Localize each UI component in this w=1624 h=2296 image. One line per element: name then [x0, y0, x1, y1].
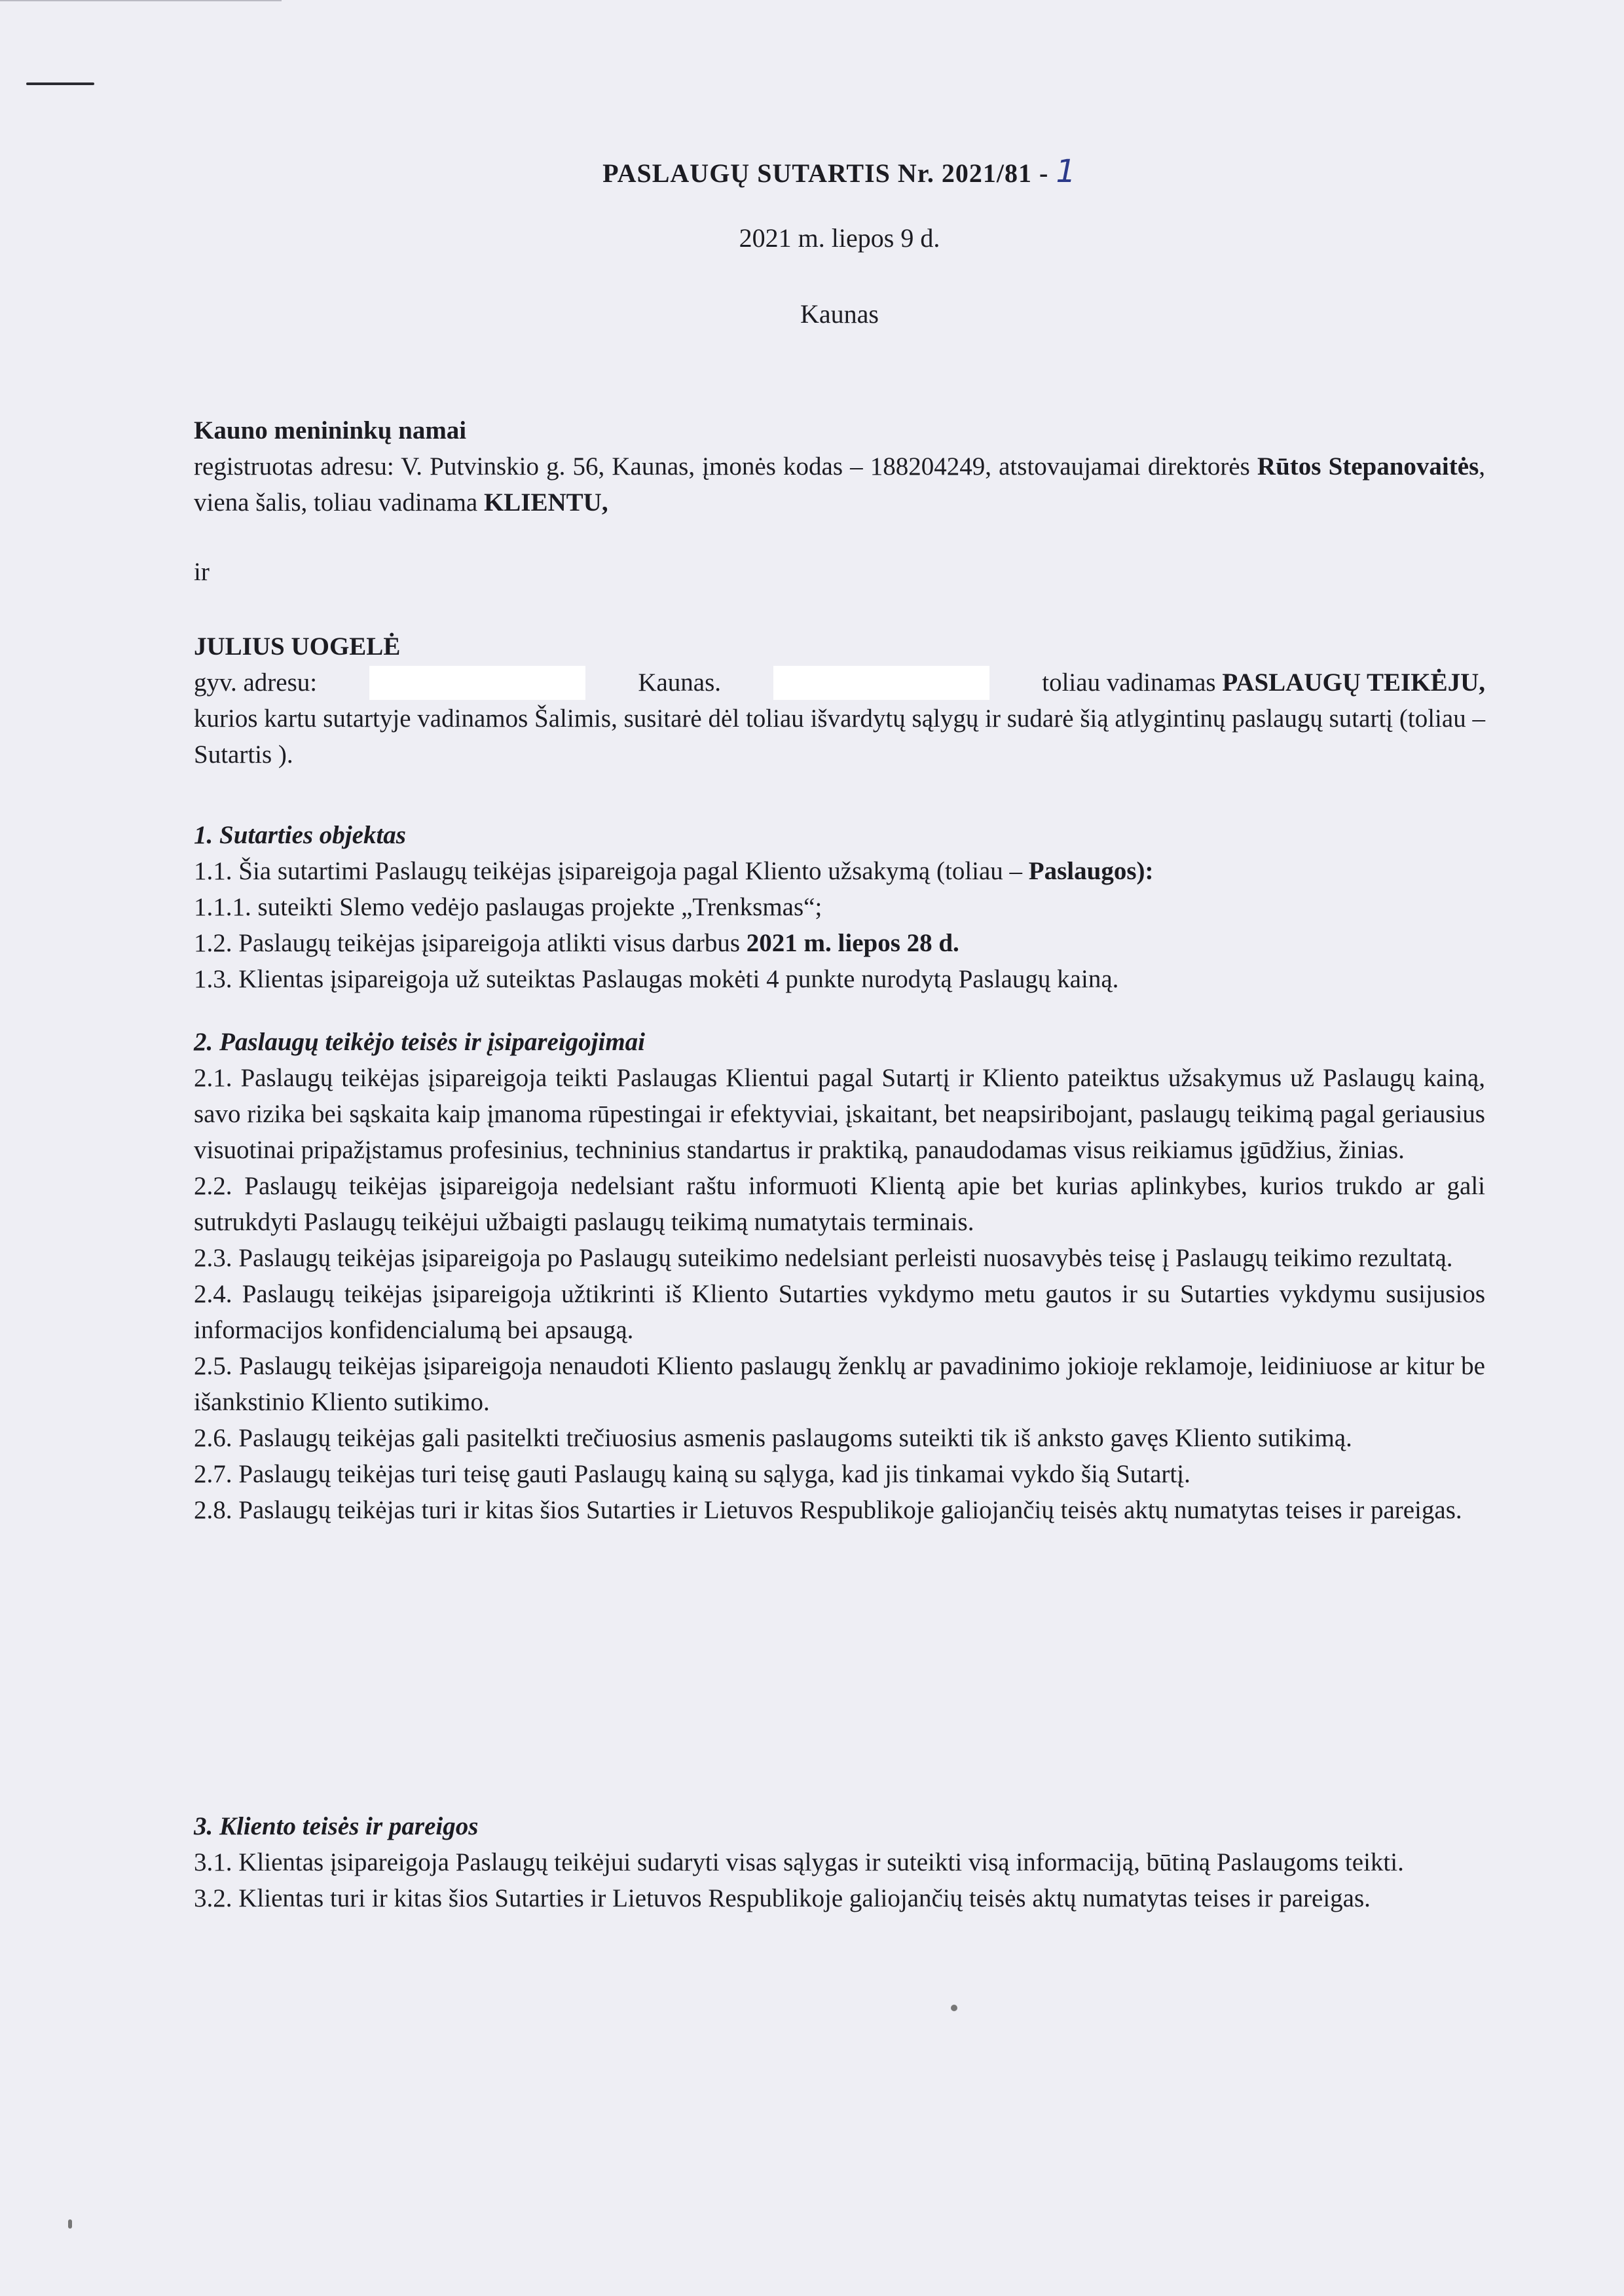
provider-agreement-text: kurios kartu sutartyje vadinamos Šalimis, susitarė dėl toliau išvardytų sąlygų ir sudarė šią atlygintinų paslaugų sutartį (toliau – Sutartis ). — [194, 704, 1485, 769]
clause-3-2: 3.2. Klientas turi ir kitas šios Sutarties ir Lietuvos Respublikoje galiojančių teisės aktų numatytas teises ir pareigas. — [194, 1884, 1371, 1912]
scan-speck — [951, 2005, 957, 2011]
clause-1-2-text: 1.2. Paslaugų teikėjas įsipareigoja atlikti visus darbus — [194, 929, 747, 957]
provider-city: Kaunas. — [638, 668, 722, 697]
clause-2-2: 2.2. Paslaugų teikėjas įsipareigoja nedelsiant raštu informuoti Klientą apie bet kurias aplinkybes, kurios trukdo ar gali sutrukdyti Paslaugų teikėjui užbaigti paslaugų teikimą numatytais terminais. — [194, 1172, 1485, 1236]
scan-edge-line — [0, 0, 282, 1]
clause-1-1-bold: Paslaugos): — [1028, 857, 1154, 885]
section-1 — [194, 817, 1485, 997]
clause-1-1 — [194, 853, 1485, 889]
clause-2-1: 2.1. Paslaugų teikėjas įsipareigoja teikti Paslaugas Klientui pagal Sutartį ir Kliento pateiktus užsakymus už Paslaugų kainą, savo rizika bei sąskaita kaip įmanoma rūpestingai ir efektyviai, įskaitant, bet neapsiribojant, paslaugų teikimą pagal geriausius visuotinai pripažįstamus profesinius, techninius standartus ir praktiką, panaudodamas visus reikiamus įgūdžius, žinias. — [194, 1064, 1485, 1164]
scan-mark — [26, 82, 94, 85]
provider-address-label: gyv. adresu: — [194, 668, 318, 697]
document-title — [194, 153, 1485, 190]
provider-address-line — [194, 665, 1485, 701]
clause-2-3: 2.3. Paslaugų teikėjas įsipareigoja po Paslaugų suteikimo nedelsiant perleisti nuosavybės teisę į Paslaugų teikimo rezultatą. — [194, 1244, 1453, 1272]
provider-text-2: toliau vadinamas — [1042, 668, 1223, 697]
provider-block — [194, 629, 1485, 773]
clause-2-6: 2.6. Paslaugų teikėjas gali pasitelkti trečiuosius asmenis paslaugoms suteikti tik iš anksto gavęs Kliento sutikimą. — [194, 1424, 1352, 1452]
clause-3-1: 3.1. Klientas įsipareigoja Paslaugų teikėjui sudaryti visas sąlygas ir suteikti visą informaciją, būtiną Paslaugoms teikti. — [194, 1848, 1404, 1876]
redacted-address — [369, 666, 585, 700]
section-3-title: 3. Kliento teisės ir pareigos — [194, 1812, 479, 1840]
section-2-title: 2. Paslaugų teikėjo teisės ir įsipareigojimai — [194, 1028, 646, 1056]
clause-1-1-text: 1.1. Šia sutartimi Paslaugų teikėjas įsipareigoja pagal Kliento užsakymą (toliau – — [194, 857, 1029, 885]
clause-1-2 — [194, 925, 1485, 961]
clause-2-4: 2.4. Paslaugų teikėjas įsipareigoja užtikrinti iš Kliento Sutarties vykdymo metu gautos ir su Sutarties vykdymu susijusios informacijos konfidencialumą bei apsaugą. — [194, 1280, 1485, 1344]
provider-role: PASLAUGŲ TEIKĖJU, — [1222, 668, 1485, 697]
clause-2-5: 2.5. Paslaugų teikėjas įsipareigoja nenaudoti Kliento paslaugų ženklų ar pavadinimo jokioje reklamoje, leidiniuose ar kitur be išankstinio Kliento sutikimo. — [194, 1352, 1485, 1416]
client-text-2: , viena šalis, toliau vadinama — [194, 452, 1485, 517]
contract-city: Kaunas — [800, 299, 879, 329]
provider-name: JULIUS UOGELĖ — [194, 632, 401, 661]
redacted-personal-code — [773, 666, 989, 700]
clause-1-3: 1.3. Klientas įsipareigoja už suteiktas Paslaugas mokėti 4 punkte nurodytą Paslaugų kainą. — [194, 965, 1119, 993]
clause-1-2-date: 2021 m. liepos 28 d. — [746, 929, 959, 957]
client-details — [194, 448, 1485, 520]
section-2 — [194, 1024, 1485, 1528]
client-director: Rūtos Stepanovaitės — [1257, 452, 1479, 481]
conjunction: ir — [194, 558, 210, 586]
provider-role-line — [1042, 665, 1485, 701]
section-1-title: 1. Sutarties objektas — [194, 821, 406, 849]
handwritten-number: 1 — [1056, 153, 1077, 190]
client-role: KLIENTU, — [483, 488, 608, 517]
title-text: PASLAUGŲ SUTARTIS Nr. 2021/81 — [602, 158, 1032, 188]
clause-2-8: 2.8. Paslaugų teikėjas turi ir kitas šios Sutarties ir Lietuvos Respublikoje galiojančių teisės aktų numatytas teises ir pareigas. — [194, 1496, 1462, 1524]
client-block — [194, 412, 1485, 520]
clause-2-7: 2.7. Paslaugų teikėjas turi teisę gauti Paslaugų kainą su sąlyga, kad jis tinkamai vykdo šią Sutartį. — [194, 1460, 1190, 1488]
section-3 — [194, 1808, 1485, 1916]
title-suffix: - — [1031, 158, 1056, 188]
scan-speck — [68, 2219, 72, 2229]
clause-1-1-1: 1.1.1. suteikti Slemo vedėjo paslaugas projekte „Trenksmas“; — [194, 893, 822, 921]
contract-date: 2021 m. liepos 9 d. — [739, 223, 940, 253]
client-text-1: registruotas adresu: V. Putvinskio g. 56, Kaunas, įmonės kodas – 188204249, atstovaujamai direktorės — [194, 452, 1257, 481]
client-name: Kauno menininkų namai — [194, 416, 467, 445]
